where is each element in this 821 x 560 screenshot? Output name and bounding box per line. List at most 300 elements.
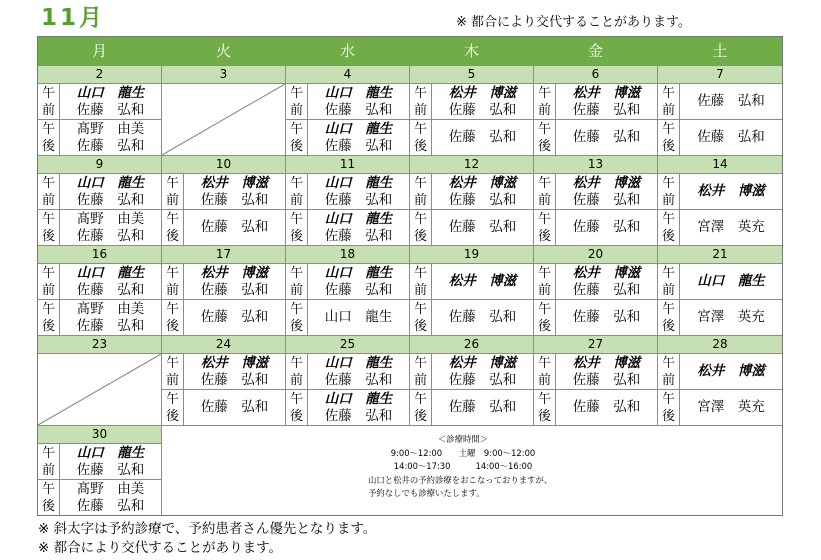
slot-label [286,210,308,245]
slot-label-char: 午 [537,175,551,191]
doctor-name: 佐藤 弘和 [572,309,641,325]
doctor-name: 佐藤 弘和 [572,101,641,118]
slot-label-char: 午 [661,121,675,137]
week-row [38,66,782,156]
date-number: 7 [658,66,782,84]
slot-label-char: 午 [41,121,55,137]
doctor-list [556,84,657,119]
footer-notes [38,520,376,558]
pm-slot [286,300,409,336]
slot-label [410,174,432,209]
doctor-name: 佐藤 弘和 [76,101,145,118]
doctor-list [680,264,782,299]
slot-label-char: 午 [537,121,551,137]
slot-label-char: 前 [413,372,427,388]
doctor-list [308,174,409,209]
doctor-list [432,120,533,155]
reserved-doctor-name: 松井 博滋 [200,264,269,281]
closed-day-cell [162,84,285,156]
slot-label [658,120,680,155]
slot-label-char: 午 [165,175,179,191]
day-cell-sat [658,336,782,426]
week-row [38,246,782,336]
slot-label [286,120,308,155]
date-number: 26 [410,336,533,354]
doctor-list [680,210,782,245]
doctor-name: 佐藤 弘和 [448,129,517,145]
doctor-list [308,264,409,299]
slot-label-char: 後 [165,408,179,424]
slot-label-char: 後 [413,318,427,334]
doctor-name: 佐藤 弘和 [324,281,393,298]
doctor-name: 髙野 由美 [76,210,145,227]
footer-note-substitution: ※ 都合により交代することがあります。 [38,540,283,556]
date-number: 6 [534,66,657,84]
pm-slot [38,480,161,515]
hours-note-message-line: 山口と松井の予約診療をおこなっておりますが、 [368,474,553,485]
weekday-header-sat: 土 [712,42,728,60]
hours-note-heading: ＜診療時間＞ [437,434,489,444]
doctor-name: 佐藤 弘和 [324,101,393,118]
doctor-name: 髙野 由美 [76,300,145,317]
slot-label [38,210,60,245]
doctor-name: 佐藤 弘和 [76,317,145,334]
doctor-list [184,300,285,335]
doctor-name: 佐藤 弘和 [448,219,517,235]
slot-label-char: 午 [41,481,55,497]
slot-label [534,300,556,335]
doctor-name: 佐藤 弘和 [324,191,393,208]
am-slot [534,264,657,300]
slot-label-char: 後 [661,228,675,244]
slot-label-char: 午 [165,391,179,407]
slot-label-char: 後 [41,138,55,154]
pm-slot [38,210,161,246]
slot-label-char: 午 [289,85,303,101]
slot-label-char: 午 [41,175,55,191]
slot-label-char: 後 [165,318,179,334]
doctor-name: 佐藤 弘和 [697,129,765,145]
day-cell-tue [162,336,286,426]
slot-label-char: 後 [289,408,303,424]
slot-label-char: 午 [289,355,303,371]
slot-label-char: 後 [537,408,551,424]
date-number: 18 [286,246,409,264]
slot-label-char: 午 [661,355,675,371]
doctor-list [60,174,161,209]
slot-label-char: 後 [537,138,551,154]
diagonal-line [162,84,285,155]
slot-label-char: 午 [165,265,179,281]
doctor-list [60,84,161,119]
date-number: 9 [38,156,161,174]
pm-slot [534,390,657,426]
day-cell-wed [286,156,410,246]
slot-label-char: 前 [165,372,179,388]
slot-label-char: 前 [41,282,55,298]
doctor-list [432,390,533,425]
slot-label [38,84,60,119]
slot-label-char: 午 [537,391,551,407]
footer-note-reserved: ※ 斜太字は予約診療で、予約患者さん優先となります。 [38,521,377,537]
slot-label-char: 前 [165,192,179,208]
slot-label-char: 午 [537,211,551,227]
slot-label [658,390,680,425]
doctor-list [556,174,657,209]
date-number: 3 [162,66,285,84]
doctor-name: 髙野 由美 [76,120,145,137]
doctor-list [432,84,533,119]
day-cell-fri [534,246,658,336]
doctor-list [184,174,285,209]
doctor-list [308,210,409,245]
pm-slot [162,300,285,336]
slot-label-char: 午 [537,301,551,317]
slot-label-char: 午 [41,265,55,281]
doctor-list [308,390,409,425]
slot-label-char: 午 [41,445,55,461]
am-slot [534,174,657,210]
doctor-list [432,210,533,245]
slot-label-char: 前 [165,282,179,298]
day-cell-tue [162,246,286,336]
doctor-list [556,390,657,425]
date-number: 25 [286,336,409,354]
slot-label-char: 前 [537,192,551,208]
pm-slot [658,300,782,336]
date-number: 12 [410,156,533,174]
am-slot [286,354,409,390]
day-cell-sat [658,246,782,336]
slot-label [658,300,680,335]
date-number: 30 [38,426,161,444]
slot-label [534,210,556,245]
am-slot [162,174,285,210]
slot-label [534,174,556,209]
slot-label-char: 後 [41,498,55,514]
date-number: 24 [162,336,285,354]
date-number: 19 [410,246,533,264]
slot-label-char: 午 [413,391,427,407]
slot-label [38,264,60,299]
slot-label [658,174,680,209]
slot-label-char: 午 [165,211,179,227]
am-slot [286,264,409,300]
slot-label-char: 前 [661,282,675,298]
day-cell-mon [38,426,162,515]
hours-note-time-line: 14:00～17:30 14:00～16:00 [393,461,533,471]
doctor-name: 佐藤 弘和 [200,371,269,388]
weekday-header-mon: 月 [38,37,162,65]
day-cell-fri [534,66,658,156]
date-number: 11 [286,156,409,174]
slot-label [286,174,308,209]
slot-label-char: 前 [41,102,55,118]
doctor-name: 宮澤 英充 [697,399,765,415]
slot-label-char: 午 [413,355,427,371]
slot-label [162,210,184,245]
closed-day-diagonal [162,84,285,155]
pm-slot [286,120,409,156]
slot-label [534,120,556,155]
doctor-name: 佐藤 弘和 [448,191,517,208]
reserved-doctor-name: 山口 龍生 [324,390,393,407]
slot-label-char: 前 [289,282,303,298]
date-number: 5 [410,66,533,84]
day-cell-mon [38,156,162,246]
pm-slot [162,210,285,246]
slot-label [162,390,184,425]
slot-label-char: 後 [661,408,675,424]
slot-label-char: 午 [289,175,303,191]
slot-label-char: 午 [537,265,551,281]
slot-label-char: 午 [289,391,303,407]
slot-label-char: 午 [661,265,675,281]
page-title: 11月 [41,5,106,31]
doctor-name: 佐藤 弘和 [76,137,145,154]
doctor-list [184,264,285,299]
slot-label-char: 後 [289,228,303,244]
doctor-list [308,120,409,155]
day-cell-wed [286,336,410,426]
weekday-header-row [38,37,782,66]
slot-label [658,210,680,245]
doctor-name: 佐藤 弘和 [448,101,517,118]
doctor-name: 宮澤 英充 [697,219,765,235]
slot-label [162,174,184,209]
doctor-list [432,300,533,335]
date-number: 21 [658,246,782,264]
am-slot [534,354,657,390]
slot-label-char: 前 [661,372,675,388]
slot-label-char: 後 [661,138,675,154]
reserved-doctor-name: 山口 龍生 [324,354,393,371]
slot-label [534,264,556,299]
reserved-doctor-name: 山口 龍生 [324,210,393,227]
reserved-doctor-name: 松井 博滋 [572,354,641,371]
slot-label-char: 午 [537,355,551,371]
day-cell-fri [534,336,658,426]
slot-label-char: 後 [41,228,55,244]
am-slot [286,174,409,210]
slot-label-char: 前 [537,102,551,118]
slot-label [162,264,184,299]
pm-slot [38,120,161,156]
slot-label-char: 午 [41,211,55,227]
pm-slot [534,120,657,156]
doctor-list [60,300,161,335]
doctor-name: 佐藤 弘和 [76,281,145,298]
slot-label-char: 午 [413,121,427,137]
reserved-doctor-name: 松井 博滋 [200,174,269,191]
date-number: 16 [38,246,161,264]
slot-label [658,354,680,389]
doctor-list [432,174,533,209]
slot-label-char: 前 [537,282,551,298]
slot-label-char: 後 [413,408,427,424]
slot-label-char: 午 [413,211,427,227]
pm-slot [534,210,657,246]
slot-label [286,390,308,425]
doctor-list [60,444,161,479]
am-slot [658,84,782,120]
slot-label [658,264,680,299]
slot-label [534,354,556,389]
slot-label-char: 前 [289,192,303,208]
reserved-doctor-name: 山口 龍生 [324,84,393,101]
top-note: ※ 都合により交代することがあります。 [456,15,691,30]
slot-label-char: 前 [41,462,55,478]
date-number: 23 [38,336,161,354]
doctor-list [680,390,782,425]
doctor-name: 佐藤 弘和 [200,281,269,298]
slot-label-char: 午 [413,301,427,317]
slot-label-char: 午 [289,121,303,137]
doctor-name: 佐藤 弘和 [324,227,393,244]
slot-label-char: 午 [413,85,427,101]
reserved-doctor-name: 山口 龍生 [324,120,393,137]
slot-label-char: 後 [413,138,427,154]
slot-label [286,84,308,119]
slot-label-char: 後 [165,228,179,244]
doctor-list [680,300,782,335]
blank-cell [162,426,286,515]
slot-label-char: 午 [661,211,675,227]
doctor-list [308,300,409,335]
doctor-name: 佐藤 弘和 [572,371,641,388]
blank-cell [658,426,782,515]
slot-label-char: 前 [537,372,551,388]
doctor-list [60,264,161,299]
doctor-name: 佐藤 弘和 [448,399,517,415]
am-slot [162,354,285,390]
am-slot [38,264,161,300]
slot-label-char: 午 [165,355,179,371]
reserved-doctor-name: 山口 龍生 [76,444,145,461]
day-cell-thu [410,156,534,246]
slot-label-char: 前 [661,102,675,118]
slot-label-char: 前 [41,192,55,208]
pm-slot [162,390,285,426]
slot-label-char: 午 [413,265,427,281]
slot-label-char: 午 [289,265,303,281]
slot-label-char: 午 [41,85,55,101]
doctor-list [308,354,409,389]
doctor-list [556,354,657,389]
pm-slot [658,390,782,426]
week-row [38,156,782,246]
slot-label-char: 午 [41,301,55,317]
slot-label-char: 前 [413,192,427,208]
reserved-doctor-name: 松井 博滋 [697,363,765,379]
day-cell-thu [410,66,534,156]
am-slot [534,84,657,120]
doctor-list [680,354,782,389]
day-cell-mon [38,66,162,156]
doctor-name: 佐藤 弘和 [448,309,517,325]
weekday-header-wed: 水 [286,37,410,65]
doctor-name: 佐藤 弘和 [572,281,641,298]
date-number: 10 [162,156,285,174]
am-slot [658,354,782,390]
doctor-name: 髙野 由美 [76,480,145,497]
doctor-name: 佐藤 弘和 [76,227,145,244]
reserved-doctor-name: 山口 龍生 [76,174,145,191]
doctor-name: 山口 龍生 [324,309,393,325]
doctor-list [556,264,657,299]
doctor-name: 宮澤 英充 [697,309,765,325]
doctor-list [60,210,161,245]
doctor-list [556,300,657,335]
day-cell-sat [658,66,782,156]
reserved-doctor-name: 松井 博滋 [572,84,641,101]
slot-label-char: 後 [661,318,675,334]
reserved-doctor-name: 山口 龍生 [324,264,393,281]
reserved-doctor-name: 松井 博滋 [572,264,641,281]
closed-day-diagonal [38,354,161,425]
pm-slot [286,390,409,426]
doctor-list [184,354,285,389]
day-cell-wed [286,66,410,156]
slot-label [38,120,60,155]
doctor-name: 佐藤 弘和 [697,93,765,109]
slot-label-char: 後 [289,138,303,154]
slot-label [38,300,60,335]
slot-label [38,480,60,515]
pm-slot [410,210,533,246]
closed-day-cell [38,354,161,426]
slot-label [410,300,432,335]
day-cell-thu [410,246,534,336]
slot-label-char: 午 [289,301,303,317]
slot-label-char: 午 [537,85,551,101]
day-cell-thu [410,336,534,426]
date-number: 14 [658,156,782,174]
am-slot [410,354,533,390]
date-number: 4 [286,66,409,84]
doctor-name: 佐藤 弘和 [572,399,641,415]
slot-label-char: 午 [661,175,675,191]
pm-slot [410,390,533,426]
reserved-doctor-name: 松井 博滋 [448,273,517,289]
doctor-name: 佐藤 弘和 [572,129,641,145]
pm-slot [286,210,409,246]
day-cell-sat [658,156,782,246]
am-slot [162,264,285,300]
day-cell-fri [534,156,658,246]
slot-label [38,174,60,209]
am-slot [38,84,161,120]
slot-label-char: 前 [413,282,427,298]
doctor-name: 佐藤 弘和 [324,407,393,424]
date-number: 17 [162,246,285,264]
doctor-list [680,120,782,155]
hours-note-time-line: 9:00～12:00 土曜 9:00～12:00 [390,447,536,458]
doctor-name: 佐藤 弘和 [200,399,269,415]
pm-slot [534,300,657,336]
slot-label-char: 午 [661,301,675,317]
doctor-name: 佐藤 弘和 [448,371,517,388]
date-number: 13 [534,156,657,174]
week-row [38,336,782,426]
day-cell-tue [162,66,286,156]
slot-label-char: 午 [661,391,675,407]
reserved-doctor-name: 松井 博滋 [448,174,517,191]
slot-label [410,390,432,425]
doctor-list [60,120,161,155]
am-slot [410,84,533,120]
weekday-header-fri: 金 [534,37,658,65]
